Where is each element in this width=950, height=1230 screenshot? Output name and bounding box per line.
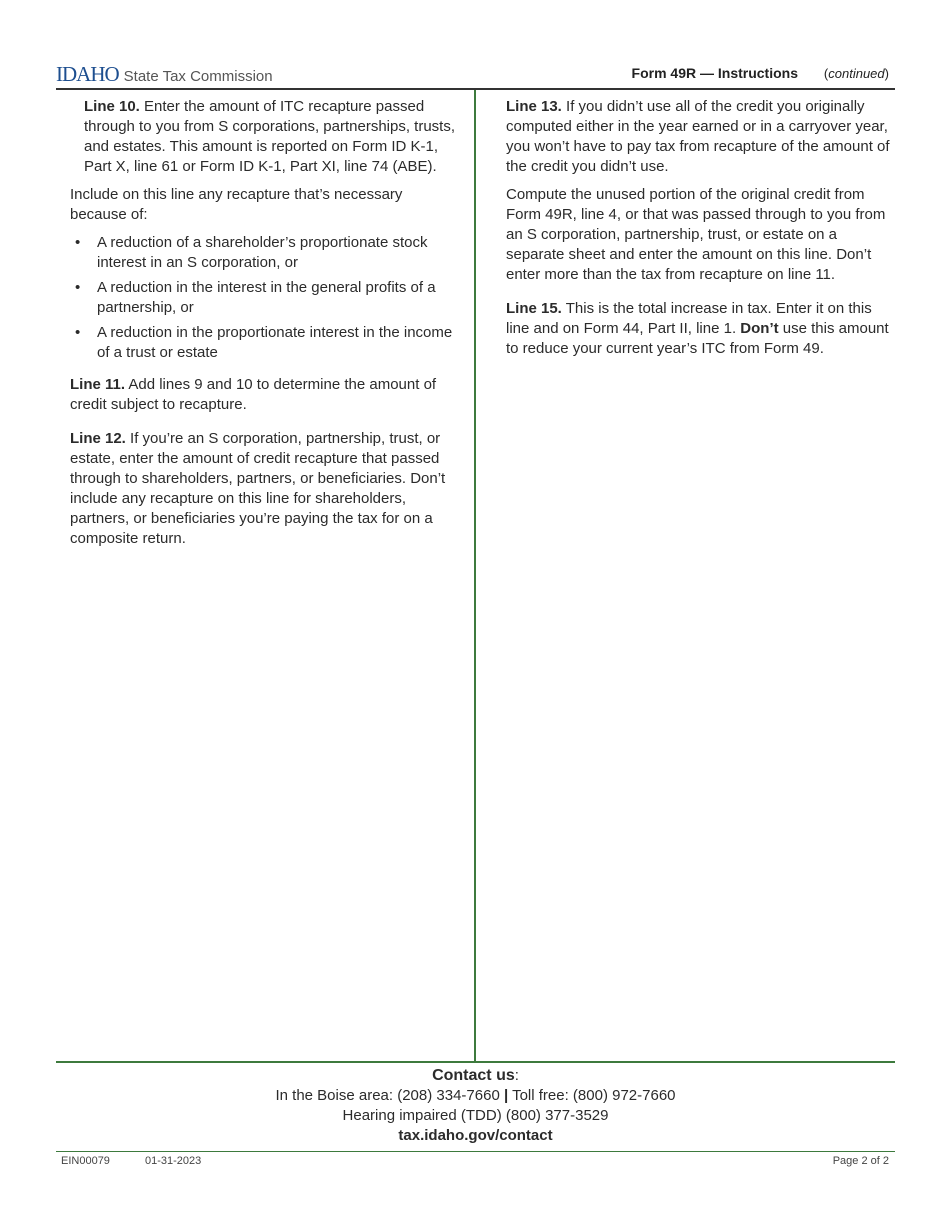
revision-date: 01-31-2023	[145, 1155, 202, 1167]
line-11-paragraph	[70, 375, 462, 415]
recapture-reasons-list	[70, 233, 462, 363]
logo-wordmark: IDAHO	[56, 62, 119, 86]
include-paragraph: Include on this line any recapture that’s necessary because of:	[70, 186, 403, 223]
line-13-paragraph	[506, 97, 894, 177]
line-15-paragraph	[506, 299, 894, 359]
contact-link[interactable]: tax.idaho.gov/contact	[398, 1127, 553, 1144]
page-header	[56, 62, 895, 88]
left-column	[70, 97, 462, 557]
line-10-text: Enter the amount of ITC recapture passed through to you from S corporations, partnerships, trusts, and estates. This amount is reported on Form ID K-1, Part X, line 61 or Form ID K-1, Part XI, line 74 (ABE).	[84, 98, 456, 175]
dont-emphasis: Don’t	[740, 320, 779, 337]
line-10-label: Line 10.	[84, 98, 140, 115]
line-12-text: If you’re an S corporation, partnership, trust, or estate, enter the amount of credit recapture that passed through to shareholders, partners, or beneficiaries. Don’t include any recapture on this line for shareholders, partners, or beneficiaries you’re paying the tax for on a composite return.	[70, 430, 446, 547]
footer-rule	[56, 1061, 895, 1063]
compute-paragraph: Compute the unused portion of the original credit from Form 49R, line 4, or that was passed through to you from an S corporation, partnership, trust, or estate on a separate sheet and enter the amount on this line. Don’t enter more than the tax from recapture on line 11.	[506, 186, 886, 283]
right-column	[506, 97, 894, 367]
agency-name: State Tax Commission	[123, 68, 273, 85]
line-11-text: Add lines 9 and 10 to determine the amount of credit subject to recapture.	[70, 376, 437, 413]
line-15-text: This is the total increase in tax. Enter it on this line and on Form 44, Part II, line 1.	[506, 300, 872, 337]
line-10-paragraph	[70, 97, 462, 177]
column-divider	[474, 90, 476, 1062]
page-number: Page 2 of 2	[832, 1155, 889, 1167]
contact-heading: Contact us:	[432, 1067, 519, 1084]
list-item: • A reduction of a shareholder’s proportionate stock interest in an S corporation, or	[75, 234, 428, 271]
form-title: Form 49R — Instructions	[631, 65, 798, 81]
continued-note: (continued)	[823, 66, 889, 81]
line-15-label: Line 15.	[506, 300, 562, 317]
line-13-label: Line 13.	[506, 98, 562, 115]
bottom-rule	[56, 1151, 895, 1152]
line-11-label: Line 11.	[70, 376, 126, 393]
phone-line: In the Boise area: (208) 334-7660 | Toll free: (800) 972-7660	[275, 1087, 676, 1104]
list-item: • A reduction in the proportionate interest in the income of a trust or estate	[75, 324, 453, 361]
line-15-text-end: use this amount to reduce your current year’s ITC from Form 49.	[506, 320, 889, 357]
tdd-line: Hearing impaired (TDD) (800) 377-3529	[342, 1107, 609, 1124]
list-item: • A reduction in the interest in the general profits of a partnership, or	[75, 279, 436, 316]
contact-block	[56, 1066, 895, 1146]
idaho-logo	[56, 62, 273, 84]
line-12-label: Line 12.	[70, 430, 126, 447]
form-code: EIN00079	[61, 1155, 110, 1167]
line-12-paragraph	[70, 429, 462, 549]
line-13-text: If you didn’t use all of the credit you originally computed either in the year earned or in a carryover year, you won’t have to pay tax from recapture of the amount of the credit you didn’t use.	[506, 98, 890, 175]
